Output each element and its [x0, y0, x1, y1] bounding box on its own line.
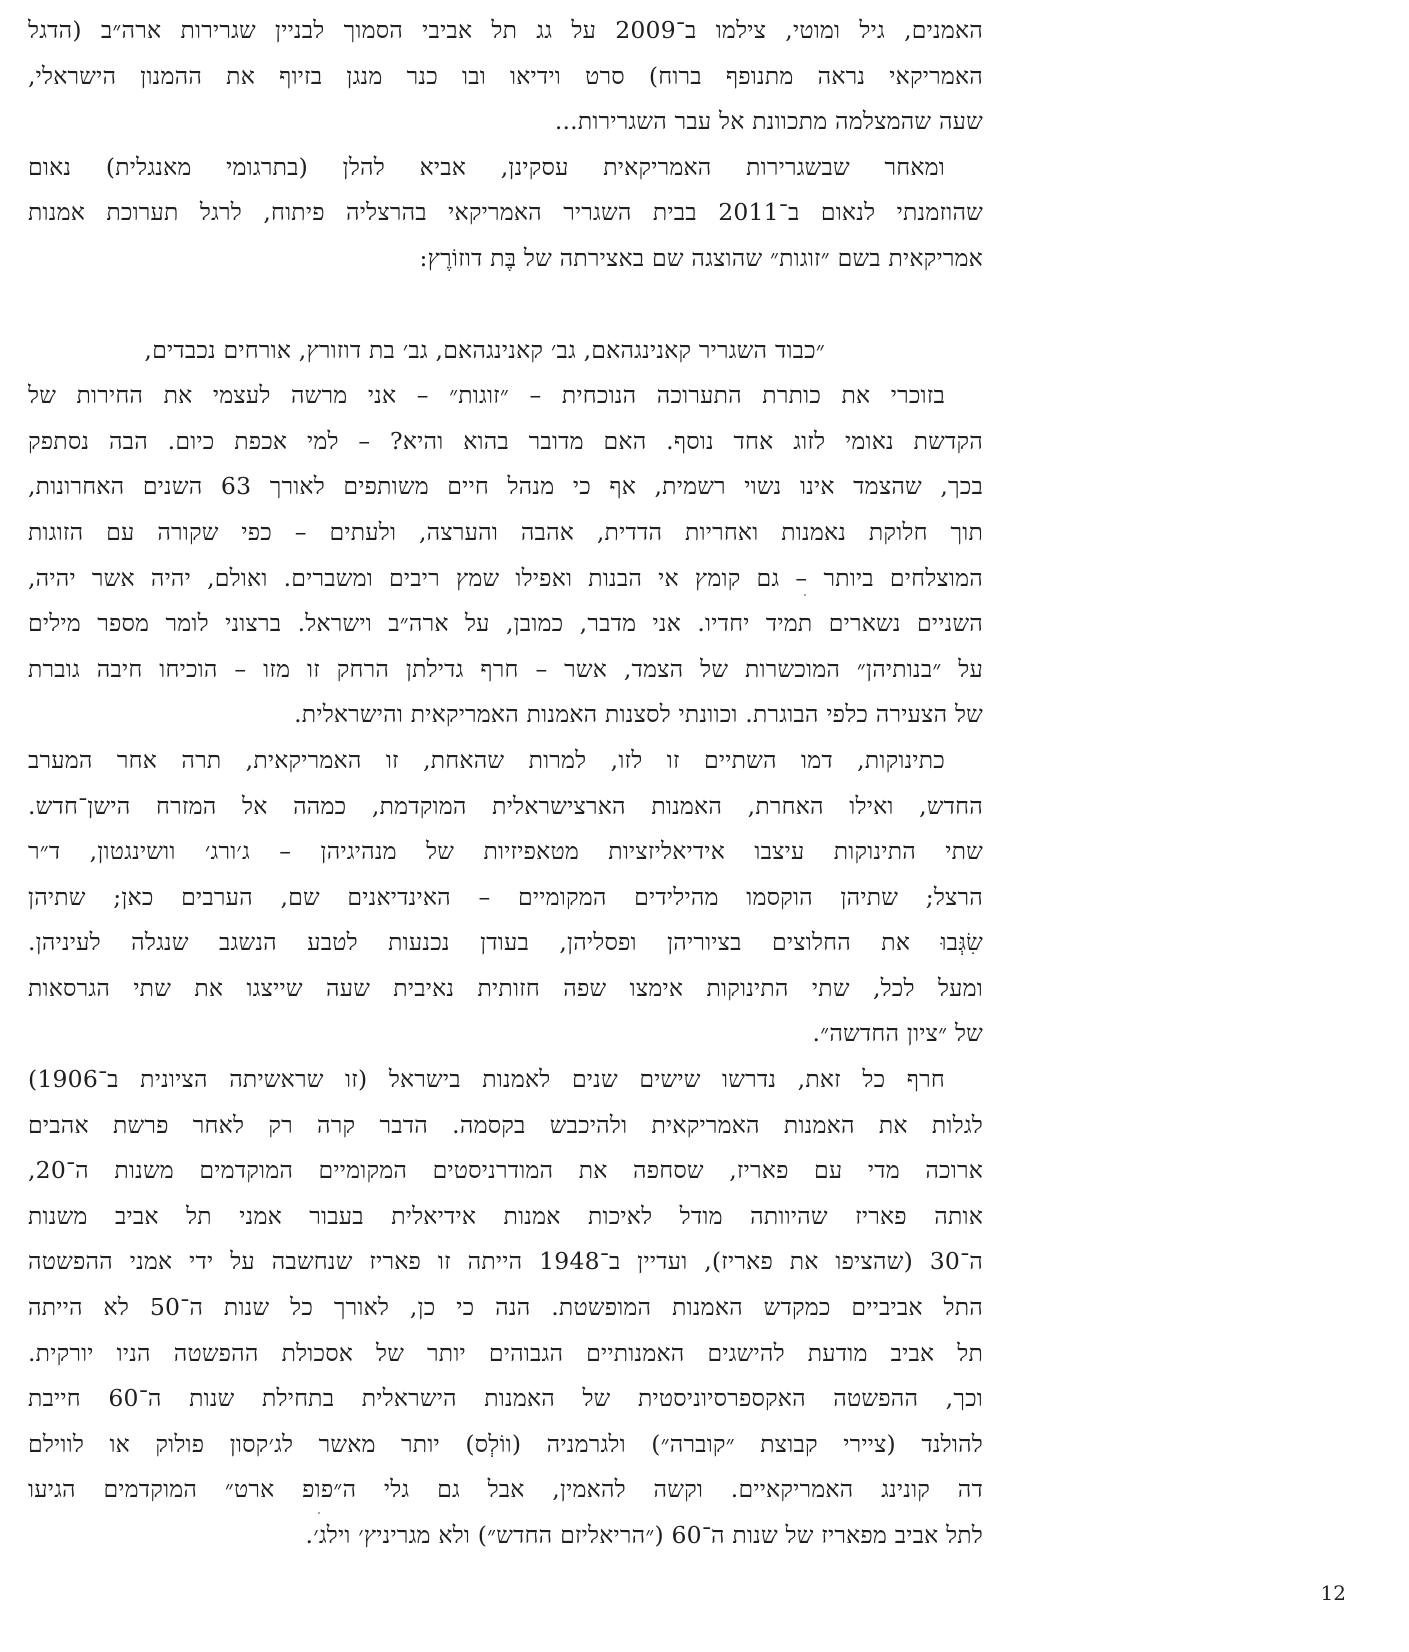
text-line: התל אביביים כמקדש האמנות המופשטת. הנה כי כן, לאורך כל שנות ה־50 לא הייתה: [28, 1293, 983, 1322]
text-line: תוך חלוקת נאמנות ואחריות הדדית, אהבה והערצה, ולעתים – כפי שקורה עם הזוגות: [28, 517, 983, 546]
text-line: ״כבוד השגריר קאנינגהאם, גב׳ קאנינגהאם, גב׳ בת דוזורץ, אורחים נכבדים,: [144, 335, 825, 364]
text-line: ה־30 (שהציפו את פאריז), ועדיין ב־1948 הייתה זו פאריז שנחשבה על ידי אמני ההפשטה: [28, 1247, 983, 1276]
text-line: להולנד (ציירי קבוצת ״קוברה״) ולגרמניה (ווֹלְס) יותר מאשר לג׳קסון פולוק או לווילם: [28, 1429, 983, 1458]
scan-speck: [804, 594, 806, 596]
text-line: ארוכה מדי עם פאריז, שסחפה את המודרניסטים המקומיים המוקדמים משנות ה־20,: [28, 1156, 983, 1185]
scan-speck: [318, 1512, 320, 1514]
text-line: המוצלחים ביותר – גם קומץ אי הבנות ואפילו שמץ ריבים ומשברים. ואולם, יהיה אשר יהיה,: [28, 563, 983, 592]
paragraph-5: [28, 1057, 983, 1559]
text-line: שִׂגְּבוּ את החלוצים בציוריהן ופסליהן, בעודן נכנעות לטבע הנשגב שנגלה לעיניהן.: [28, 928, 983, 957]
text-line: תל אביב מודעת להישגים האמנותיים הגבוהים יותר של אסכולת ההפשטה הניו יורקית.: [28, 1338, 983, 1367]
paragraph-4: [28, 738, 983, 1057]
text-line: הרצל; שתיהן הוקסמו מהילידים המקומיים – האינדיאנים שם, הערבים כאן; שתיהן: [28, 882, 983, 911]
text-line: חרף כל זאת, נדרשו שישים שנים לאמנות בישראל (זו שראשיתה הציונית ב־1906): [28, 1065, 945, 1094]
text-line: הקדשת נאומי לזוג אחד נוסף. האם מדובר בהוא והיא? – למי אכפת כיום. הבה נסתפק: [28, 426, 983, 455]
speech-salutation: [28, 328, 983, 374]
text-line: אותה פאריז שהיוותה מודל לאיכות אמנות אידיאלית בעבור אמני תל אביב משנות: [28, 1201, 983, 1230]
text-line: של ״ציון החדשה״.: [812, 1019, 983, 1048]
text-line: החדש, ואילו האחרת, האמנות הארצישראלית המוקדמת, כמהה אל המזרח הישן־חדש.: [28, 791, 983, 820]
text-line: וכך, ההפשטה האקספרסיוניסטית של האמנות הישראלית בתחילת שנות ה־60 חייבת: [28, 1384, 983, 1413]
text-line: דה קונינג האמריקאיים. וקשה להאמין, אבל גם גלי ה״פופ ארט״ המוקדמים הגיעו: [28, 1475, 983, 1504]
text-line: אמריקאית בשם ״זוגות״ שהוצגה שם באצירתה של בֶּת דוזוֹרֶץ:: [419, 243, 983, 272]
text-line: האמנים, גיל ומוטי, צילמו ב־2009 על גג תל אביבי הסמוך לבניין שגרירות ארה״ב (הדגל: [28, 16, 983, 44]
text-line: השניים נשארים תמיד יחדיו. אני מדבר, כמובן, על ארה״ב וישראל. ברצוני לומר מספר מילים: [28, 609, 983, 638]
paragraph-3: [28, 373, 983, 738]
text-line: לגלות את האמנות האמריקאית ולהיכבש בקסמה. הדבר קרה רק לאחר פרשת אהבים: [28, 1110, 983, 1139]
text-line: של הצעירה כלפי הבוגרת. וכוונתי לסצנות האמנות האמריקאית והישראלית.: [294, 700, 983, 729]
text-line: כתינוקות, דמו השתיים זו לזו, למרות שהאחת, זו האמריקאית, תרה אחר המערב: [28, 745, 945, 774]
text-line: שהוזמנתי לנאום ב־2011 בבית השגריר האמריקאי בהרצליה פיתוח, לרגל תערוכת אמנות: [28, 198, 983, 227]
text-line: שתי התינוקות עיצבו אידיאליזציות מטאפיזיות של מנהיגיהן – ג׳ורג׳ וושינגטון, ד״ר: [28, 837, 983, 866]
paragraph-1: [28, 8, 983, 145]
body-text: [28, 8, 983, 1559]
text-line: שעה שהמצלמה מתכוונת אל עבר השגרירות...: [554, 107, 983, 136]
text-line: בזוכרי את כותרת התערוכה הנוכחית – ״זוגות״ – אני מרשה לעצמי את החירות של: [28, 381, 945, 410]
text-line: האמריקאי נראה מתנופף ברוח) סרט וידיאו ובו כנר מנגן בזיוף את ההמנון הישראלי,: [28, 61, 983, 90]
text-line: ומאחר שבשגרירות האמריקאית עסקינן, אביא להלן (בתרגומי מאנגלית) נאום: [28, 152, 945, 181]
paragraph-2: [28, 145, 983, 282]
text-line: בכך, שהצמד אינו נשוי רשמית, אף כי מנהל חיים משותפים לאורך 63 השנים האחרונות,: [28, 472, 983, 501]
text-line: לתל אביב מפאריז של שנות ה־60 (״הריאליזם החדש״) ולא מגריניץ׳ וילג׳.: [305, 1521, 983, 1549]
text-line: על ״בנותיהן״ המוכשרות של הצמד, אשר – חרף גדילתן הרחק זו מזו – הוכיחו חיבה גוברת: [28, 654, 983, 683]
text-line: ומעל לכל, שתי התינוקות אימצו שפה חזותית נאיבית שעה שייצגו את שתי הגרסאות: [28, 973, 983, 1002]
page-number: 12: [1320, 1581, 1346, 1605]
